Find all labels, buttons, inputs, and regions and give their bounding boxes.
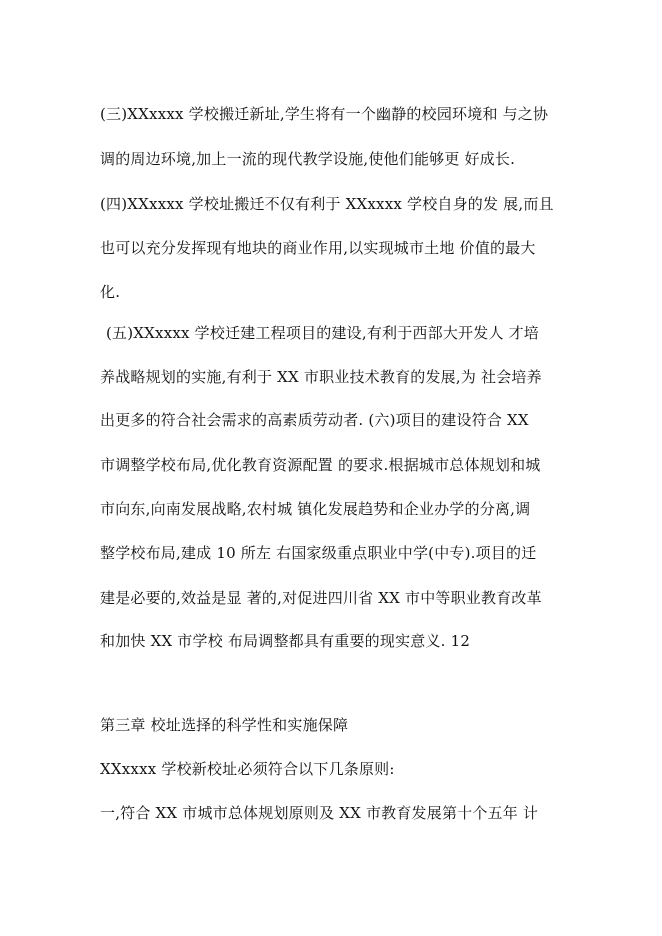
paragraph-line: 市向东,向南发展战略,农村城 镇化发展趋势和企业办学的分离,调 (100, 500, 531, 518)
paragraph-line: 出更多的符合社会需求的高素质劳动者. (六)项目的建设符合 XX (100, 411, 529, 429)
paragraph-line: 建是必要的,效益是显 著的,对促进四川省 XX 市中等职业教育改革 (100, 589, 542, 607)
chapter-heading: 第三章 校址选择的科学性和实施保障 (100, 716, 349, 734)
paragraph-line: 养战略规划的实施,有利于 XX 市职业技术教育的发展,为 社会培养 (100, 368, 542, 386)
paragraph-line: (四)XXxxxx 学校址搬迁不仅有利于 XXxxxx 学校自身的发 展,而且 (100, 195, 554, 213)
paragraph-line: 调的周边环境,加上一流的现代教学设施,使他们能够更 好成长. (100, 150, 516, 168)
paragraph-line: 和加快 XX 市学校 布局调整都具有重要的现实意义. 12 (100, 632, 471, 650)
paragraph-line: 也可以充分发挥现有地块的商业作用,以实现城市土地 价值的最大 (100, 239, 536, 257)
paragraph-line: (五)XXxxxx 学校迁建工程项目的建设,有利于西部大开发人 才培 (106, 324, 540, 342)
paragraph-line: 市调整学校布局,优化教育资源配置 的要求.根据城市总体规划和城 (100, 456, 541, 474)
paragraph-line: 化. (100, 283, 121, 301)
paragraph-line: XXxxxx 学校新校址必须符合以下几条原则: (100, 760, 395, 778)
paragraph-line: 一,符合 XX 市城市总体规划原则及 XX 市教育发展第十个五年 计 (100, 804, 539, 822)
paragraph-line: 整学校布局,建成 10 所左 右国家级重点职业中学(中专).项目的迁 (100, 544, 537, 562)
paragraph-line: (三)XXxxxx 学校搬迁新址,学生将有一个幽静的校园环境和 与之协 (100, 105, 549, 123)
